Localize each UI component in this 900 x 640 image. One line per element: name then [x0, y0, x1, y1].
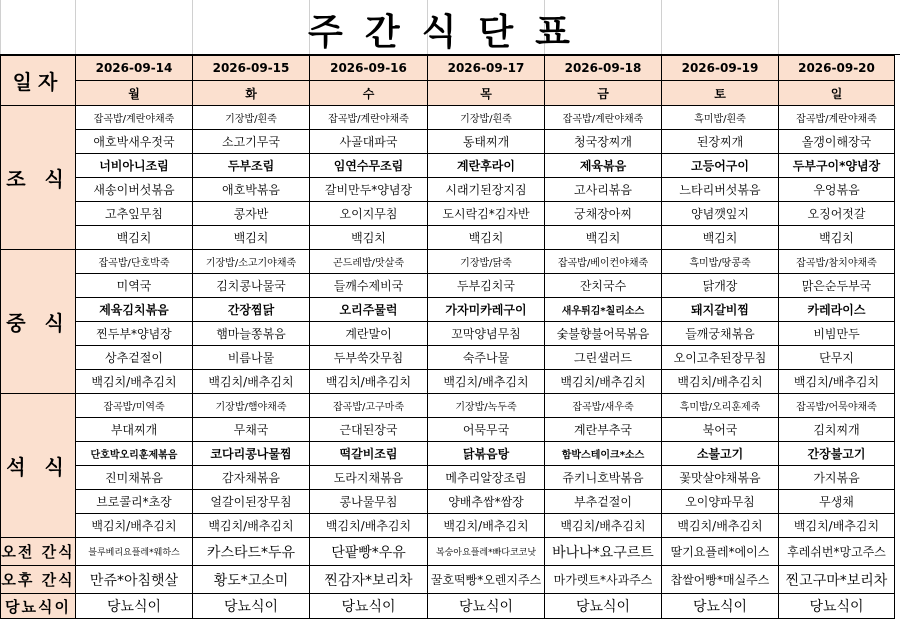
- menu-cell: 소고기무국: [193, 130, 310, 154]
- menu-cell: 갈비만두*양념장: [310, 178, 428, 202]
- menu-cell: 두부쑥갓무침: [310, 346, 428, 370]
- menu-cell: 백김치: [779, 226, 895, 250]
- menu-cell: 닭개장: [662, 274, 779, 298]
- menu-cell: 잡곡밥/베이컨야채죽: [545, 250, 662, 274]
- menu-cell: 잡곡밥/계란야채죽: [545, 106, 662, 130]
- menu-cell: 단호박오리훈제볶음: [76, 442, 193, 466]
- menu-cell: 카레라이스: [779, 298, 895, 322]
- pm_snack-row: [1, 566, 895, 594]
- menu-cell: 잡곡밥/미역죽: [76, 394, 193, 418]
- menu-cell: 김치찌개: [779, 418, 895, 442]
- menu-cell: 그린샐러드: [545, 346, 662, 370]
- dinner-row: [1, 514, 895, 538]
- snack-cell: 찹쌀어빵*매실주스: [662, 566, 779, 594]
- breakfast-row: [1, 154, 895, 178]
- menu-cell: 메추리알장조림: [428, 466, 545, 490]
- menu-cell: 새우튀김*칠리소스: [545, 298, 662, 322]
- menu-cell: 잡곡밥/참치야채죽: [779, 250, 895, 274]
- menu-cell: 흑미밥/흰죽: [662, 106, 779, 130]
- menu-cell: 오징어젓갈: [779, 202, 895, 226]
- menu-cell: 오리주물럭: [310, 298, 428, 322]
- dinner-row: [1, 490, 895, 514]
- menu-table: [0, 55, 895, 619]
- menu-cell: 잡곡밥/단호박죽: [76, 250, 193, 274]
- snack-cell: 복숭아요플레*빠다코코낫: [428, 538, 545, 566]
- lunch-label: 중 식: [1, 250, 76, 394]
- menu-cell: 애호박새우젓국: [76, 130, 193, 154]
- menu-cell: 기장밥/닭죽: [428, 250, 545, 274]
- breakfast-row: [1, 178, 895, 202]
- menu-cell: 쥬키니호박볶음: [545, 466, 662, 490]
- menu-cell: 사골대파국: [310, 130, 428, 154]
- menu-cell: 두부김치국: [428, 274, 545, 298]
- snack-cell: 당뇨식이: [76, 594, 193, 619]
- snack-cell: 당뇨식이: [662, 594, 779, 619]
- menu-cell: 잡곡밥/어묵야채죽: [779, 394, 895, 418]
- menu-cell: 어묵무국: [428, 418, 545, 442]
- menu-cell: 너비아니조림: [76, 154, 193, 178]
- menu-cell: 잡곡밥/계란야채죽: [76, 106, 193, 130]
- menu-cell: 고등어구이: [662, 154, 779, 178]
- menu-cell: 동태찌개: [428, 130, 545, 154]
- menu-cell: 소불고기: [662, 442, 779, 466]
- menu-cell: 기장밥/흰죽: [193, 106, 310, 130]
- menu-cell: 함박스테이크*소스: [545, 442, 662, 466]
- menu-cell: 백김치: [310, 226, 428, 250]
- date-row: [1, 56, 895, 81]
- menu-cell: 도라지채볶음: [310, 466, 428, 490]
- menu-cell: 기장밥/녹두죽: [428, 394, 545, 418]
- menu-cell: 브로콜리*초장: [76, 490, 193, 514]
- date-cell: 2026-09-19: [662, 56, 779, 81]
- snack-cell: 당뇨식이: [779, 594, 895, 619]
- menu-cell: 꽃맛살야채볶음: [662, 466, 779, 490]
- date-cell: 2026-09-16: [310, 56, 428, 81]
- weekday-cell: 수: [310, 81, 428, 106]
- weekday-cell: 금: [545, 81, 662, 106]
- breakfast-row: [1, 106, 895, 130]
- menu-cell: 가지볶음: [779, 466, 895, 490]
- menu-cell: 닭볶음탕: [428, 442, 545, 466]
- snack-cell: 찐감자*보리차: [310, 566, 428, 594]
- menu-cell: 꼬막양념무침: [428, 322, 545, 346]
- date-cell: 2026-09-20: [779, 56, 895, 81]
- menu-cell: 궁채장아찌: [545, 202, 662, 226]
- menu-cell: 계란후라이: [428, 154, 545, 178]
- snack-cell: 후레쉬번*망고주스: [779, 538, 895, 566]
- weekday-cell: 월: [76, 81, 193, 106]
- menu-cell: 백김치: [545, 226, 662, 250]
- lunch-row: [1, 274, 895, 298]
- lunch-row: [1, 322, 895, 346]
- menu-cell: 고사리볶음: [545, 178, 662, 202]
- menu-cell: 감자채볶음: [193, 466, 310, 490]
- snack-cell: 황도*고소미: [193, 566, 310, 594]
- menu-cell: 햄마늘쫑볶음: [193, 322, 310, 346]
- menu-cell: 기장밥/흰죽: [428, 106, 545, 130]
- snack-cell: 블루베리요플레*웨하스: [76, 538, 193, 566]
- menu-cell: 청국장찌개: [545, 130, 662, 154]
- am_snack-label: 오전 간식: [1, 538, 76, 566]
- menu-cell: 두부구이*양념장: [779, 154, 895, 178]
- menu-cell: 맑은순두부국: [779, 274, 895, 298]
- menu-cell: 찐두부*양념장: [76, 322, 193, 346]
- menu-cell: 잡곡밥/새우죽: [545, 394, 662, 418]
- snack-cell: 카스타드*두유: [193, 538, 310, 566]
- dinner-row: [1, 394, 895, 418]
- snack-cell: 단팥빵*우유: [310, 538, 428, 566]
- menu-cell: 백김치/배추김치: [662, 370, 779, 394]
- menu-cell: 고추잎무침: [76, 202, 193, 226]
- weekday-cell: 목: [428, 81, 545, 106]
- menu-cell: 가자미카레구이: [428, 298, 545, 322]
- menu-cell: 백김치: [193, 226, 310, 250]
- snack-cell: 당뇨식이: [193, 594, 310, 619]
- menu-cell: 백김치/배추김치: [310, 514, 428, 538]
- menu-cell: 백김치/배추김치: [779, 514, 895, 538]
- menu-cell: 코다리콩나물찜: [193, 442, 310, 466]
- menu-cell: 단무지: [779, 346, 895, 370]
- menu-cell: 백김치: [76, 226, 193, 250]
- lunch-row: [1, 250, 895, 274]
- am_snack-row: [1, 538, 895, 566]
- menu-cell: 백김치/배추김치: [193, 514, 310, 538]
- menu-cell: 백김치/배추김치: [545, 514, 662, 538]
- menu-cell: 들깨수제비국: [310, 274, 428, 298]
- menu-cell: 숙주나물: [428, 346, 545, 370]
- menu-cell: 제육김치볶음: [76, 298, 193, 322]
- diabetic-row: [1, 594, 895, 619]
- menu-cell: 된장찌개: [662, 130, 779, 154]
- menu-cell: 부대찌개: [76, 418, 193, 442]
- menu-cell: 두부조림: [193, 154, 310, 178]
- menu-cell: 백김치: [428, 226, 545, 250]
- weekday-cell: 일: [779, 81, 895, 106]
- menu-cell: 얼갈이된장무침: [193, 490, 310, 514]
- dinner-label: 석 식: [1, 394, 76, 538]
- menu-cell: 진미채볶음: [76, 466, 193, 490]
- snack-cell: 딸기요플레*에이스: [662, 538, 779, 566]
- date-cell: 2026-09-17: [428, 56, 545, 81]
- menu-cell: 애호박볶음: [193, 178, 310, 202]
- page-title: 주간식단표: [308, 12, 592, 53]
- menu-cell: 간장찜닭: [193, 298, 310, 322]
- menu-cell: 백김치/배추김치: [779, 370, 895, 394]
- date-label: 일자: [1, 56, 76, 106]
- breakfast-label: 조 식: [1, 106, 76, 250]
- menu-cell: 우엉볶음: [779, 178, 895, 202]
- dinner-row: [1, 466, 895, 490]
- menu-cell: 잡곡밥/계란야채죽: [779, 106, 895, 130]
- pm_snack-label: 오후 간식: [1, 566, 76, 594]
- breakfast-row: [1, 226, 895, 250]
- snack-cell: 찐고구마*보리차: [779, 566, 895, 594]
- menu-cell: 근대된장국: [310, 418, 428, 442]
- menu-cell: 백김치/배추김치: [662, 514, 779, 538]
- snack-cell: 당뇨식이: [545, 594, 662, 619]
- menu-cell: 백김치/배추김치: [76, 370, 193, 394]
- menu-cell: 백김치/배추김치: [428, 514, 545, 538]
- lunch-row: [1, 370, 895, 394]
- menu-cell: 콩자반: [193, 202, 310, 226]
- menu-cell: 흑미밥/땅콩죽: [662, 250, 779, 274]
- breakfast-row: [1, 202, 895, 226]
- menu-table-body: [1, 56, 895, 619]
- menu-cell: 도시락김*김자반: [428, 202, 545, 226]
- snack-cell: 만쥬*아침햇살: [76, 566, 193, 594]
- menu-cell: 간장불고기: [779, 442, 895, 466]
- dinner-row: [1, 418, 895, 442]
- weekday-cell: 화: [193, 81, 310, 106]
- snack-cell: 당뇨식이: [310, 594, 428, 619]
- dinner-row: [1, 442, 895, 466]
- menu-cell: 김치콩나물국: [193, 274, 310, 298]
- menu-cell: 임연수무조림: [310, 154, 428, 178]
- lunch-row: [1, 298, 895, 322]
- menu-cell: 백김치/배추김치: [428, 370, 545, 394]
- menu-cell: 부추겉절이: [545, 490, 662, 514]
- menu-cell: 기장밥/소고기야채죽: [193, 250, 310, 274]
- menu-cell: 올갱이해장국: [779, 130, 895, 154]
- menu-cell: 흑미밥/오리훈제죽: [662, 394, 779, 418]
- menu-cell: 콩나물무침: [310, 490, 428, 514]
- weekday-row: [1, 81, 895, 106]
- menu-cell: 비빔만두: [779, 322, 895, 346]
- menu-cell: 양배추쌈*쌈장: [428, 490, 545, 514]
- menu-cell: 백김치/배추김치: [76, 514, 193, 538]
- menu-cell: 무채국: [193, 418, 310, 442]
- snack-cell: 꿀호떡빵*오렌지주스: [428, 566, 545, 594]
- menu-cell: 오이고추된장무침: [662, 346, 779, 370]
- menu-cell: 오이양파무침: [662, 490, 779, 514]
- menu-cell: 비름나물: [193, 346, 310, 370]
- diabetic-label: 당뇨식이: [1, 594, 76, 619]
- menu-cell: 북어국: [662, 418, 779, 442]
- menu-cell: 곤드레밥/맛살죽: [310, 250, 428, 274]
- menu-cell: 돼지갈비찜: [662, 298, 779, 322]
- menu-cell: 백김치/배추김치: [310, 370, 428, 394]
- menu-cell: 계란부추국: [545, 418, 662, 442]
- menu-cell: 시래기된장지짐: [428, 178, 545, 202]
- date-cell: 2026-09-18: [545, 56, 662, 81]
- menu-cell: 계란말이: [310, 322, 428, 346]
- menu-cell: 오이지무침: [310, 202, 428, 226]
- snack-cell: 바나나*요구르트: [545, 538, 662, 566]
- menu-cell: 잡곡밥/고구마죽: [310, 394, 428, 418]
- menu-cell: 백김치/배추김치: [193, 370, 310, 394]
- menu-cell: 들깨궁채볶음: [662, 322, 779, 346]
- menu-cell: 숯불향불어묵볶음: [545, 322, 662, 346]
- menu-cell: 잡곡밥/계란야채죽: [310, 106, 428, 130]
- menu-cell: 느타리버섯볶음: [662, 178, 779, 202]
- weekday-cell: 토: [662, 81, 779, 106]
- date-cell: 2026-09-15: [193, 56, 310, 81]
- menu-cell: 무생채: [779, 490, 895, 514]
- lunch-row: [1, 346, 895, 370]
- snack-cell: 마가렛트*사과주스: [545, 566, 662, 594]
- menu-cell: 제육볶음: [545, 154, 662, 178]
- breakfast-row: [1, 130, 895, 154]
- menu-cell: 백김치/배추김치: [545, 370, 662, 394]
- menu-cell: 양념깻잎지: [662, 202, 779, 226]
- menu-cell: 잔치국수: [545, 274, 662, 298]
- menu-cell: 떡갈비조림: [310, 442, 428, 466]
- menu-cell: 백김치: [662, 226, 779, 250]
- menu-cell: 기장밥/햄야채죽: [193, 394, 310, 418]
- menu-cell: 상추겉절이: [76, 346, 193, 370]
- date-cell: 2026-09-14: [76, 56, 193, 81]
- menu-cell: 새송이버섯볶음: [76, 178, 193, 202]
- snack-cell: 당뇨식이: [428, 594, 545, 619]
- title-row: [0, 0, 900, 55]
- menu-cell: 미역국: [76, 274, 193, 298]
